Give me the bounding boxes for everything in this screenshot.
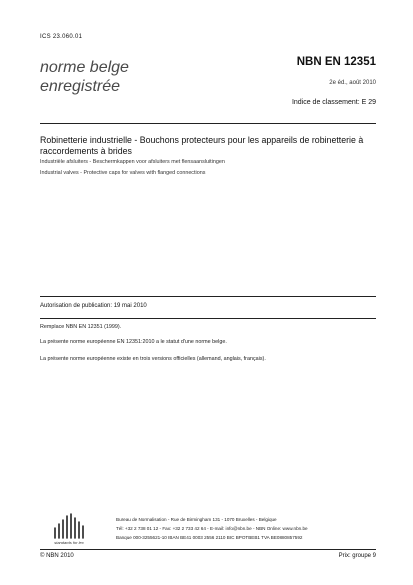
ics-code: ICS 23.060.01 [40, 34, 83, 40]
status-note: La présente norme européenne EN 12351:2010 a le statut d'une norme belge. [40, 339, 227, 345]
contact-bank: Banque 000-3255621-10 IBAN BE41 0003 2556 2110 BIC BPOTBEB1 TVA BE0880857592 [116, 535, 303, 540]
divider-footer [40, 549, 376, 550]
title-dutch: Industriële afsluiters - Beschermkappen voor afsluiters met flensaansluitingen [40, 159, 225, 165]
standard-code: NBN EN 12351 [296, 56, 376, 68]
contact-address: Bureau de Normalisation - Rue de Birmingham 131 - 1070 Bruxelles - Belgique [116, 517, 277, 522]
brand-line-1: norme belge [40, 59, 129, 76]
versions-note: La présente norme européenne existe en trois versions officielles (allemand, anglais, français). [40, 356, 266, 362]
title-english: Industrial valves - Protective caps for valves with flanged connections [40, 170, 206, 176]
edition-date: 2e éd., août 2010 [329, 80, 376, 86]
replaces-note: Remplace NBN EN 12351 (1999). [40, 324, 122, 330]
price-group: Prix: groupe 9 [338, 553, 376, 559]
contact-phone-email: Tél: +32 2 738 01 12 - Fax: +32 2 733 42 64 - E-mail: info@nbn.be - NBN Online: www.nbn.be [116, 526, 308, 531]
publication-authorization: Autorisation de publication: 19 mai 2010 [40, 303, 147, 309]
divider-lower [40, 318, 376, 319]
copyright: © NBN 2010 [40, 553, 74, 559]
brand-title [40, 58, 129, 96]
title-french: Robinetterie industrielle - Bouchons protecteurs pour les appareils de robinetterie à raccordements à brides [40, 135, 364, 156]
divider-top [40, 123, 376, 124]
logo-caption: standards for lex [54, 540, 84, 545]
classification-index: Indice de classement: E 29 [291, 99, 376, 106]
nbn-logo-icon [52, 508, 86, 544]
brand-line-2: enregistrée [40, 78, 121, 95]
divider-middle [40, 296, 376, 297]
